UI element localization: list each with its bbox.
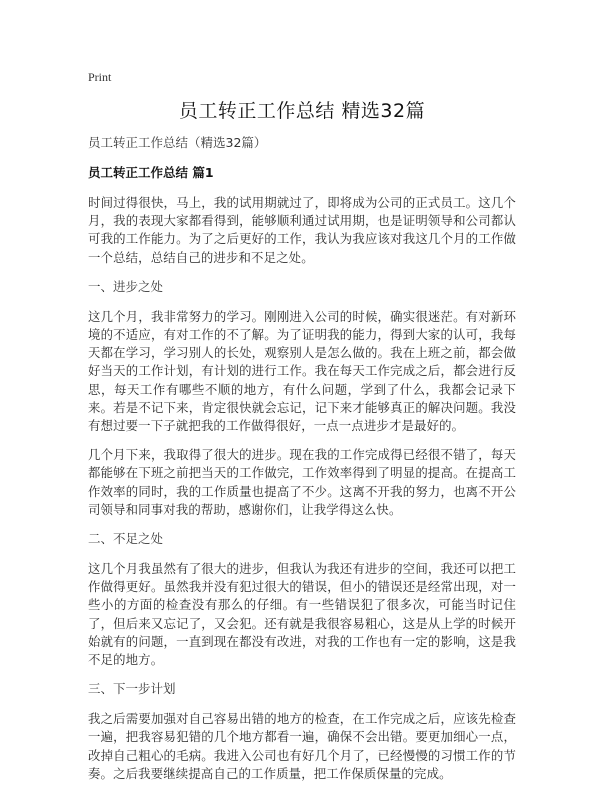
article-heading: 员工转正工作总结 篇1	[88, 165, 214, 180]
section-heading-next-plan: 三、下一步计划	[88, 681, 176, 697]
section-heading-progress: 一、进步之处	[88, 278, 164, 294]
progress-paragraph-1: 这几个月，我非常努力的学习。刚刚进入公司的时候，确实很迷茫。有对新环境的不适应，有对工作的不了解。为了证明我的能力，得到大家的认可，我每天都在学习，学习别人的长处，观察别人是怎么做的。我在上班之前，都会做好当天的工作计划，有计划的进行工作。我在每天工作完成之后，都会进行反思，每天工作有哪些不顺的地方，有什么问题，学到了什么，我都会记录下来。若是不记下来，肯定很快就会忘记，记下来才能够真正的解决问题。我没有想过要一下子就把我的工作做得很好，一点一点进步才是最好的。	[88, 308, 516, 434]
progress-paragraph-2: 几个月下来，我取得了很大的进步。现在我的工作完成得已经很不错了，每天都能够在下班之前把当天的工作做完，工作效率得到了明显的提高。在提高工作效率的同时，我的工作质量也提高了不少。这离不开我的努力，也离不开公司领导和同事对我的帮助，感谢你们，让我学得这么快。	[88, 447, 516, 517]
print-label[interactable]: Print	[88, 70, 112, 84]
shortcomings-paragraph: 这几个月我虽然有了很大的进步，但我认为我还有进步的空间，我还可以把工作做得更好。虽然我并没有犯过很大的错误，但小的错误还是经常出现，对一些小的方面的检查没有那么的仔细。有一些错误犯了很多次，可能当时记住了，但后来又忘记了，又会犯。还有就是我很容易粗心，这是从上学的时候开始就有的问题，一直到现在都没有改进，对我的工作也有一定的影响，这是我不足的地方。	[88, 561, 516, 668]
document-page	[88, 70, 516, 794]
intro-paragraph: 时间过得很快，马上，我的试用期就过了，即将成为公司的正式员工。这几个月，我的表现大家都看得到，能够顺利通过试用期，也是证明领导和公司都认可我的工作能力。为了之后更好的工作，我认为我应该对我这几个月的工作做一个总结，总结自己的进步和不足之处。	[88, 195, 516, 265]
document-title: 员工转正工作总结 精选32篇	[178, 100, 426, 122]
next-plan-paragraph: 我之后需要加强对自己容易出错的地方的检查，在工作完成之后，应该先检查一遍，把我容易犯错的几个地方都看一遍，确保不会出错。要更加细心一点，改掉自己粗心的毛病。我进入公司也有好几个月了，已经慢慢的习惯工作的节奏。之后我要继续提高自己的工作质量，把工作保质保量的完成。	[88, 711, 516, 781]
document-subtitle: 员工转正工作总结（精选32篇）	[88, 135, 267, 150]
section-heading-shortcomings: 二、不足之处	[88, 531, 164, 547]
